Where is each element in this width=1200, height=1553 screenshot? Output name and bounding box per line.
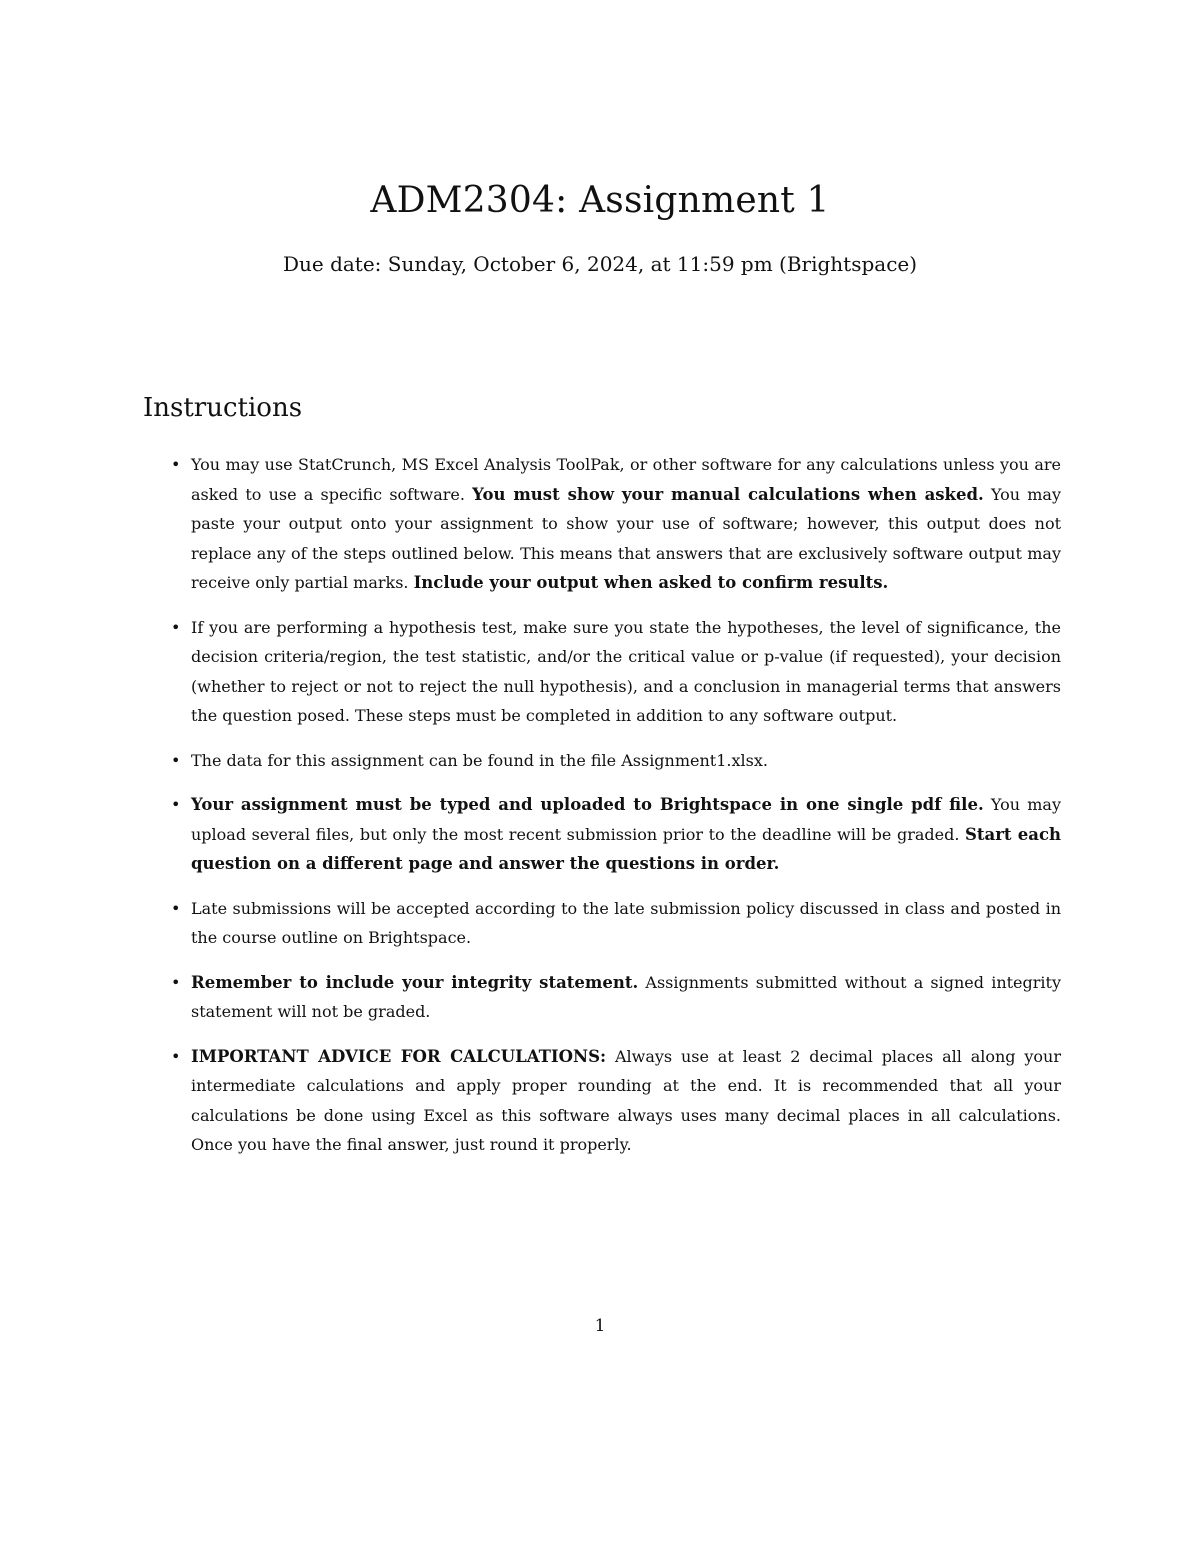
instruction-software-use [171, 450, 1061, 598]
instruction-data-file [171, 746, 1061, 776]
page-number: 1 [594, 1316, 606, 1336]
instruction-emphasis: You must show your manual calculations when asked. [472, 484, 984, 504]
bullet-icon: • [171, 750, 181, 770]
instruction-emphasis: Remember to include your integrity statement. [191, 972, 639, 992]
bullet-icon: • [171, 617, 181, 637]
bullet-icon: • [171, 898, 181, 918]
instruction-text: You may paste your output onto your assignment to show your use of software; however, this output does not replace any of the steps outlined below. This means that answers that are exclusively software output may receive only partial marks. [191, 484, 1062, 592]
instruction-text: You may upload several files, but only the most recent submission prior to the deadline will be graded. [191, 795, 1062, 844]
due-date: Due date: Sunday, October 6, 2024, at 11:59 pm (Brightspace) [282, 252, 918, 276]
instruction-text: If you are performing a hypothesis test, make sure you state the hypotheses, the level of significance, the decision criteria/region, the test statistic, and/or the critical value or p-value (if requested), your decision (whether to reject or not to reject the null hypothesis), and a conclusion in managerial terms that answers the question posed. These steps must be completed in addition to any software output. [191, 617, 1061, 725]
instruction-text: Always use at least 2 decimal places all along your intermediate calculations and apply proper rounding at the end. It is recommended that all your calculations be done using Excel as this software always uses many decimal places in all calculations. Once you have the final answer, just round it properly. [191, 1046, 1061, 1154]
instructions-heading: Instructions [143, 393, 303, 423]
instruction-emphasis: Include your output when asked to confirm results. [413, 573, 889, 592]
instruction-emphasis: Start each question on a different page and answer the questions in order. [191, 824, 1061, 873]
instruction-integrity [171, 968, 1061, 1027]
instruction-text: Assignments submitted without a signed integrity statement will not be graded. [191, 972, 1061, 1021]
document-title: ADM2304: Assignment 1 [370, 180, 830, 221]
instruction-text: Late submissions will be accepted according to the late submission policy discussed in class and posted in the course outline on Brightspace. [191, 898, 1061, 947]
instructions-list [171, 450, 1061, 1175]
bullet-icon: • [171, 972, 181, 992]
bullet-icon: • [171, 455, 181, 474]
instruction-text: You may use StatCrunch, MS Excel Analysis ToolPak, or other software for any calculations unless you are asked to use a specific software. [191, 455, 1061, 504]
instruction-emphasis: Your assignment must be typed and uploaded to Brightspace in one single pdf file. [191, 795, 984, 814]
bullet-icon: • [171, 1046, 181, 1066]
instruction-calculation-advice [171, 1042, 1061, 1160]
instruction-emphasis: IMPORTANT ADVICE FOR CALCULATIONS: [191, 1046, 607, 1066]
instruction-submission-format [171, 790, 1061, 879]
instruction-text: The data for this assignment can be found in the file Assignment1.xlsx. [191, 750, 768, 770]
instruction-hypothesis-test [171, 613, 1061, 731]
instruction-late-policy [171, 894, 1061, 953]
bullet-icon: • [171, 795, 181, 814]
